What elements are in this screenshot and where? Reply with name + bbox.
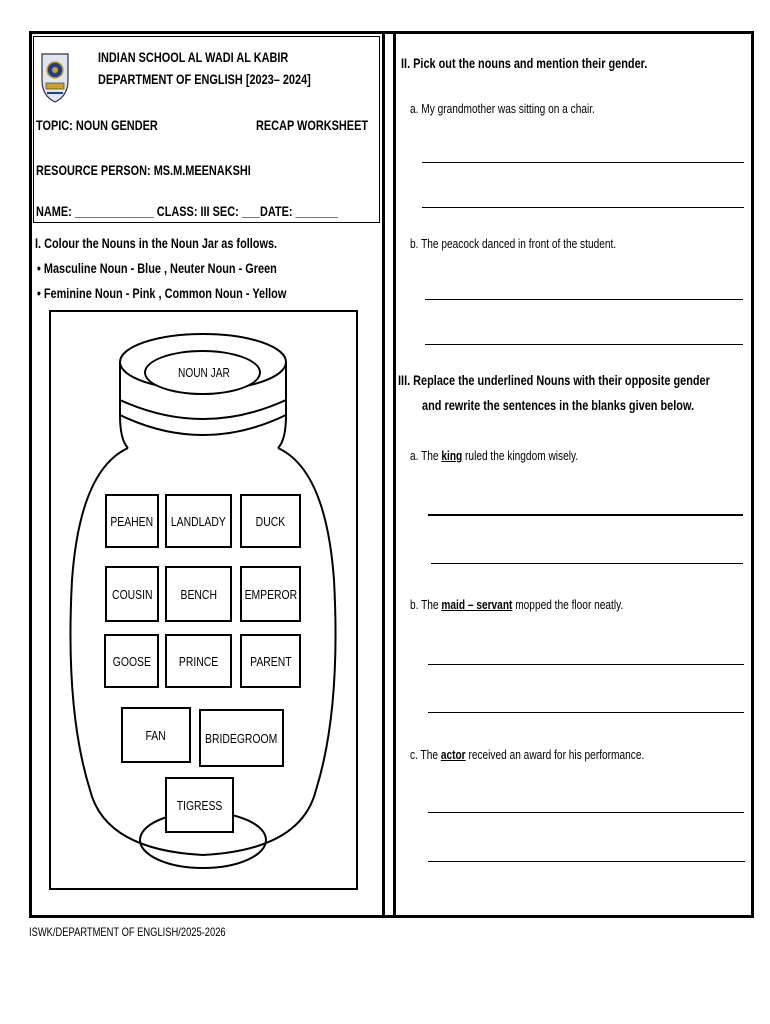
answer-line[interactable] bbox=[428, 712, 744, 713]
underlined-noun: king bbox=[441, 448, 463, 463]
school-name: INDIAN SCHOOL AL WADI AL KABIR bbox=[98, 49, 289, 65]
answer-line[interactable] bbox=[428, 664, 744, 665]
noun-tile-landlady[interactable]: LANDLADY bbox=[165, 494, 232, 548]
name-class-date-line: NAME: _____________ CLASS: III SEC: ___DATE: _______ bbox=[36, 203, 339, 219]
underlined-noun: actor bbox=[440, 747, 466, 762]
noun-tile-bridegroom[interactable]: BRIDEGROOM bbox=[199, 709, 284, 767]
answer-line[interactable] bbox=[428, 514, 743, 516]
section3-title-line2: and rewrite the sentences in the blanks given below. bbox=[422, 397, 695, 413]
noun-tile-parent[interactable]: PARENT bbox=[240, 634, 301, 688]
footer: ISWK/DEPARTMENT OF ENGLISH/2025-2026 bbox=[29, 925, 226, 939]
noun-tile-duck[interactable]: DUCK bbox=[240, 494, 301, 548]
section3-question-a: a. The king ruled the kingdom wisely. bbox=[410, 448, 579, 463]
section3-question-b: b. The maid – servant mopped the floor neatly. bbox=[410, 597, 624, 612]
school-crest-icon bbox=[39, 50, 71, 106]
topic-label: TOPIC: NOUN GENDER bbox=[36, 117, 158, 133]
noun-tile-goose[interactable]: GOOSE bbox=[104, 634, 159, 688]
jar-label: NOUN JAR bbox=[178, 365, 230, 380]
section3-title-line1: III. Replace the underlined Nouns with their opposite gender bbox=[398, 372, 710, 388]
section1-title: I. Colour the Nouns in the Noun Jar as follows. bbox=[35, 235, 278, 251]
column-divider bbox=[382, 31, 396, 918]
section2-title: II. Pick out the nouns and mention their gender. bbox=[401, 55, 648, 71]
colour-rule-1: • Masculine Noun - Blue , Neuter Noun - Green bbox=[37, 260, 277, 276]
section3-question-c: c. The actor received an award for his performance. bbox=[410, 747, 645, 762]
worksheet-label: RECAP WORKSHEET bbox=[256, 117, 369, 133]
answer-line[interactable] bbox=[425, 299, 743, 300]
resource-person: RESOURCE PERSON: MS.M.MEENAKSHI bbox=[36, 162, 251, 178]
noun-tile-emperor[interactable]: EMPEROR bbox=[240, 566, 301, 622]
answer-line[interactable] bbox=[422, 162, 744, 163]
noun-tile-peahen[interactable]: PEAHEN bbox=[105, 494, 159, 548]
noun-tile-fan[interactable]: FAN bbox=[121, 707, 191, 763]
noun-tile-tigress[interactable]: TIGRESS bbox=[165, 777, 234, 833]
answer-line[interactable] bbox=[422, 207, 744, 208]
answer-line[interactable] bbox=[428, 812, 744, 813]
noun-tile-bench[interactable]: BENCH bbox=[165, 566, 232, 622]
underlined-noun: maid – servant bbox=[441, 597, 513, 612]
answer-line[interactable] bbox=[431, 563, 743, 564]
section2-question-b: b. The peacock danced in front of the student. bbox=[410, 236, 617, 251]
answer-line[interactable] bbox=[425, 344, 743, 345]
section2-question-a: a. My grandmother was sitting on a chair. bbox=[410, 101, 595, 116]
department-title: DEPARTMENT OF ENGLISH [2023– 2024] bbox=[98, 71, 311, 87]
answer-line[interactable] bbox=[428, 861, 745, 862]
noun-tile-cousin[interactable]: COUSIN bbox=[105, 566, 159, 622]
noun-tile-prince[interactable]: PRINCE bbox=[165, 634, 232, 688]
colour-rule-2: • Feminine Noun - Pink , Common Noun - Yellow bbox=[37, 285, 287, 301]
